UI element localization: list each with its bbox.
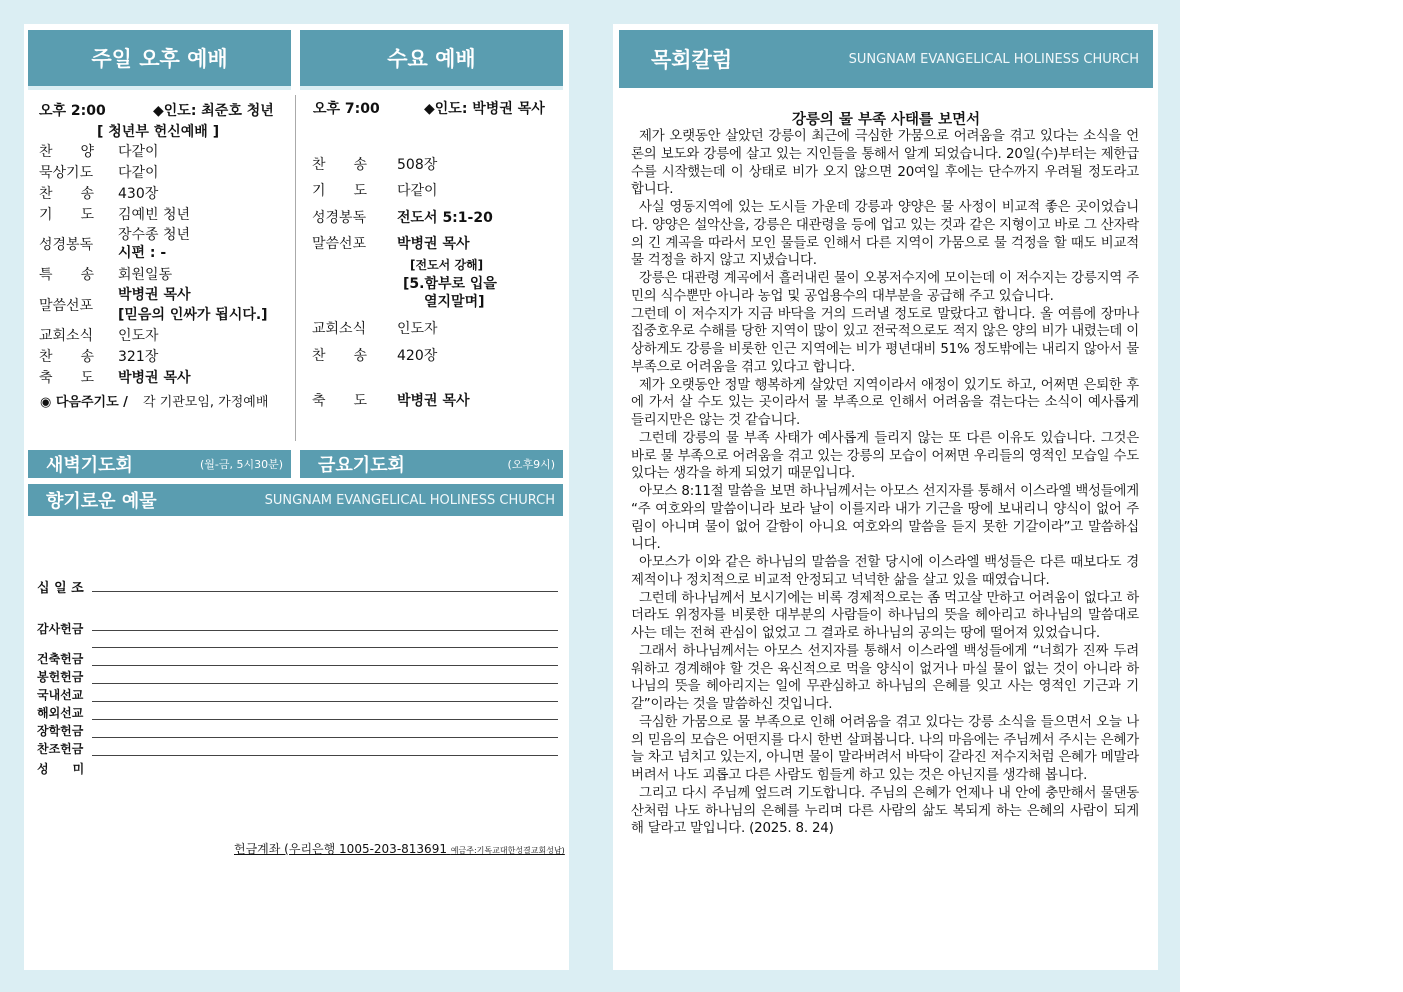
offering-label: 봉헌헌금: [37, 670, 84, 684]
wednesday-item-label: 찬 송: [312, 157, 368, 173]
column-paragraph: 그런데 하나님께서 보시기에는 비록 경제적으로는 좀 먹고살 만하고 어려움이 없다고 하더라도 위정자를 비롯한 대부분의 사람들이 하나님의 뜻을 헤아리고 하나님의 말씀대로 사는 데는 전혀 관심이 없었고 그 결과로 하나님의 공의는 땅에 떨어져 있었습니다.: [631, 590, 1139, 641]
sunday-item-value: 박병권 목사: [118, 370, 191, 386]
sunday-item-value: 박병권 목사: [118, 287, 191, 303]
friday-prayer-bar: [300, 450, 563, 478]
wednesday-item-label: 교회소식: [312, 321, 367, 337]
sunday-item-label: 찬 송: [39, 349, 95, 365]
column-paragraph: 그래서 하나님께서는 아모스 선지자를 통해서 이스라엘 백성들에게 “너희가 진짜 두려워하고 경계해야 할 것은 육신적으로 먹을 양식이 없거나 마실 물이 없는 것이 아니라 하나님의 뜻을 헤아리지는 일에 무관심하고 하나님의 은혜를 잊고 사는 영적인 기근과 기갈”이라는 것을 말씀하신 것입니다.: [631, 643, 1139, 712]
column-paragraph: 사실 영동지역에 있는 도시들 가운데 강릉과 양양은 물 사정이 비교적 좋은 곳이었습니다. 양양은 설악산을, 강릉은 대관령을 등에 업고 있는 것과 같은 지형이고 바로 그 산자락의 긴 계곡을 따라서 모인 물들로 인해서 다른 지역이 가뭄으로 물 걱정을 할 때도 비교적 물 걱정을 하지 않고 지냈습니다.: [631, 200, 1139, 269]
offering-label: 감사헌금: [37, 622, 84, 636]
offering-line: [92, 755, 558, 756]
offering-account-holder: 예금주:기독교대한성결교회성남): [450, 846, 565, 855]
sunday-item-value: 회원일동: [118, 267, 173, 283]
sunday-item-label: 성경봉독: [39, 237, 94, 253]
wednesday-item-label: 성경봉독: [312, 210, 367, 226]
column-church-name: SUNGNAM EVANGELICAL HOLINESS CHURCH: [848, 51, 1139, 67]
offering-label: 찬조헌금: [37, 742, 84, 756]
column-paragraph: 아모스가 이와 같은 하나님의 말씀을 전할 당시에 이스라엘 백성들은 다른 때보다도 경제적이나 정치적으로 비교적 안정되고 넉넉한 삶을 살고 있을 때였습니다.: [631, 555, 1139, 588]
sunday-sermon-title: [믿음의 인싸가 됩시다.]: [118, 307, 268, 323]
offering-line: [92, 719, 558, 720]
offering-label: 건축헌금: [37, 652, 84, 666]
offering-church-name: SUNGNAM EVANGELICAL HOLINESS CHURCH: [264, 492, 555, 508]
sunday-item-value: 430장: [118, 186, 159, 202]
column-paragraph: 제가 오랫동안 살았던 강릉이 최근에 극심한 가뭄으로 어려움을 겪고 있다는 소식을 언론의 보도와 강릉에 살고 있는 지인들을 통해서 알게 되었습니다. 20일(수)부터는 제한급수를 시작했는데 이 상태로 비가 오지 않으면 20여일 후에는 단수까지 우려될 정도라고 합니다.: [631, 129, 1139, 198]
wednesday-item-value: 전도서 5:1-20: [397, 210, 493, 226]
offering-line: [92, 665, 558, 666]
offering-label: 성 미: [37, 762, 85, 776]
wednesday-item-value: 인도자: [397, 321, 438, 337]
offering-label: 십 일 조: [37, 581, 84, 596]
column-paragraph: 아모스 8:11절 말씀을 보면 하나님께서는 아모스 선지자를 통해서 이스라엘 백성들에게 “주 여호와의 말씀이니라 보라 날이 이를지라 내가 기근을 땅에 보내리니 양식이 없어 주림이 아니며 물이 없어 갈함이 아니요 여호와의 말씀을 듣지 못한 기갈이라”고 말씀하십니다.: [631, 484, 1139, 553]
column-paragraph: 그리고 다시 주님께 엎드려 기도합니다. 주님의 은혜가 언제나 내 안에 충만해서 물댄동산처럼 나도 하나님의 은혜를 누리며 다른 사람의 삶도 복되게 하는 은혜의 사람이 되게 해 달라고 말입니다. (2025. 8. 24): [631, 785, 1139, 837]
offering-account-number: 헌금계좌 (우리은행 1005-203-813691: [234, 842, 447, 856]
sunday-item-value: 장수종 청년: [118, 227, 191, 243]
sunday-service-title: 주일 오후 예배: [91, 47, 228, 71]
sunday-item-value: 321장: [118, 349, 159, 365]
offering-line: [92, 591, 558, 592]
wednesday-sermon-note: [전도서 강해]: [410, 258, 484, 272]
wednesday-item-value: 박병권 목사: [397, 393, 470, 409]
sunday-item-value: 인도자: [118, 328, 159, 344]
column-header: 목회칼럼: [651, 48, 733, 72]
column-paragraph: 강릉은 대관령 계곡에서 흘러내린 물이 오봉저수지에 모이는데 이 저수지는 강릉지역 주민의 식수뿐만 아니라 농업 및 공업용수의 대부분을 공급해 주고 있습니다.: [631, 271, 1139, 304]
dawn-prayer-time: (월-금, 5시30분): [199, 458, 283, 471]
wednesday-item-label: 말씀선포: [312, 236, 367, 252]
offering-line: [92, 647, 558, 648]
wednesday-time: 오후 7:00: [313, 101, 380, 117]
sunday-leader: ◆인도: 최준호 청년: [153, 103, 274, 119]
wednesday-sermon-note: [5.함부로 입을: [403, 276, 497, 292]
wednesday-service-header: [300, 30, 563, 90]
offering-line: [92, 737, 558, 738]
wednesday-item-value: 박병권 목사: [397, 236, 470, 252]
sunday-item-label: 교회소식: [39, 328, 94, 344]
column-paragraph: 그런데 이 저수지가 지금 바닥을 거의 드러낼 정도로 말랐다고 합니다. 올 여름에 장마나 집중호우로 수해를 당한 지역이 많이 있고 전국적으로도 적지 않은 양의 비가 내렸는데 이상하게도 강릉을 비롯한 인근 지역에는 비가 평년대비 51% 정도밖에는 내리지 않아서 물 부족으로 어려움을 겪고 있다고 합니다.: [631, 306, 1139, 375]
sunday-item-label: 특 송: [39, 267, 95, 283]
sunday-item-value: 김예빈 청년: [118, 207, 191, 223]
friday-prayer-title: 금요기도회: [318, 455, 405, 476]
wednesday-item-label: 찬 송: [312, 348, 368, 364]
wednesday-item-value: 420장: [397, 348, 438, 364]
sunday-item-label: 말씀선포: [39, 298, 94, 314]
sunday-service-header: [28, 30, 291, 90]
next-prayer-value: 각 기관모임, 가정예배: [143, 395, 269, 410]
offering-line: [92, 683, 558, 684]
wednesday-leader: ◆인도: 박병권 목사: [424, 101, 545, 117]
offering-line: [92, 630, 558, 631]
sunday-scripture: 시편 : -: [118, 245, 167, 261]
sunday-item-label: 축 도: [39, 370, 95, 386]
offering-title: 향기로운 예물: [46, 491, 157, 512]
offering-bar: [28, 484, 563, 516]
sunday-item-label: 찬 송: [39, 186, 95, 202]
sunday-item-value: 다같이: [118, 144, 159, 160]
column-header-bar: [619, 30, 1153, 88]
sunday-theme: [ 청년부 헌신예배 ]: [97, 124, 220, 140]
wednesday-item-label: 축 도: [312, 393, 368, 409]
wednesday-item-label: 기 도: [312, 183, 368, 199]
column-paragraph: 그런데 강릉의 물 부족 사태가 예사롭게 들리지 않는 또 다른 이유도 있습니다. 그것은 바로 물 부족으로 어려움을 겪고 있는 강릉의 모습이 어쩌면 우리들의 영적인 모습일 수도 있다는 생각을 하게 되었기 때문입니다.: [631, 430, 1139, 482]
sunday-item-label: 기 도: [39, 207, 95, 223]
dawn-prayer-title: 새벽기도회: [46, 455, 133, 476]
sunday-item-label: 묵상기도: [39, 165, 94, 181]
offering-label: 장학헌금: [37, 724, 84, 738]
sunday-time: 오후 2:00: [39, 103, 106, 119]
friday-prayer-time: (오후9시): [507, 458, 555, 471]
dawn-prayer-bar: [28, 450, 291, 478]
column-body: [631, 128, 1139, 838]
offering-label: 해외선교: [37, 706, 84, 720]
offering-account: [234, 840, 565, 857]
wednesday-service-title: 수요 예배: [387, 47, 476, 71]
column-paragraph: 극심한 가뭄으로 물 부족으로 인해 어려움을 겪고 있다는 강릉 소식을 들으면서 오늘 나의 믿음의 모습은 어떤지를 다시 한번 살펴봅니다. 나의 마음에는 주님께서 주시는 은혜가 늘 차고 넘치고 있는지, 아니면 물이 말라버려서 바닥이 갈라진 저수지처럼 은혜가 메말라 버려서 나도 괴롭고 다른 사람도 힘들게 하고 있는 것은 아닌지를 생각해 봅니다.: [631, 714, 1139, 783]
sunday-item-label: 찬 양: [39, 144, 95, 160]
column-divider: [295, 95, 296, 441]
wednesday-item-value: 508장: [397, 157, 438, 173]
wednesday-item-value: 다같이: [397, 183, 438, 199]
column-title: 강릉의 물 부족 사태를 보면서: [791, 112, 981, 128]
offering-label: 국내선교: [37, 688, 84, 702]
column-paragraph: 제가 오랫동안 정말 행복하게 살았던 지역이라서 애정이 있기도 하고, 어쩌면 은퇴한 후에 가서 살 수도 있는 곳이라서 물 부족으로 인해서 어려움을 겪는다는 소식이 예사롭게 들리지만은 않는 것 같습니다.: [631, 377, 1139, 428]
wednesday-sermon-note: 열지말며]: [424, 294, 485, 310]
offering-line: [92, 701, 558, 702]
sunday-item-value: 다같이: [118, 165, 159, 181]
next-prayer-label: ◉ 다음주기도 /: [40, 395, 128, 410]
